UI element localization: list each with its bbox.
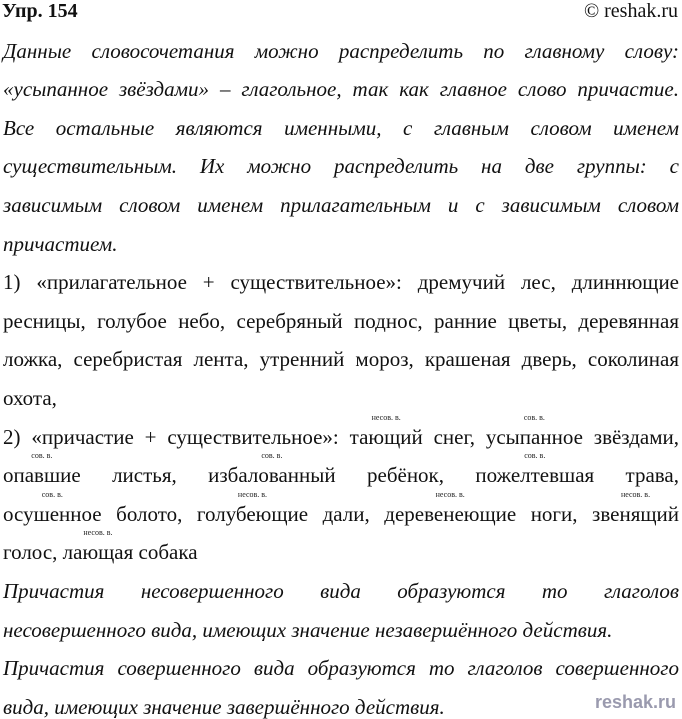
exercise-title: Упр. 154 [2, 0, 78, 22]
annotated-word [208, 451, 336, 488]
text-line [3, 526, 679, 565]
annotated-word [62, 528, 134, 565]
aspect-note: несов. в. [371, 412, 401, 422]
text-line [3, 642, 679, 681]
annotated-word [485, 412, 583, 449]
text-line [3, 449, 679, 488]
text-segment: собака [133, 540, 198, 565]
word: избалованный [208, 463, 336, 488]
text-segment: несовершенного вида, имеющих значение незавершённого действия. [3, 617, 613, 642]
header [2, 0, 678, 24]
text-segment: ребёнок, [335, 463, 476, 488]
aspect-note: сов. в. [261, 451, 283, 461]
text-line [3, 333, 679, 372]
aspect-note: сов. в. [524, 451, 546, 461]
text-line [3, 217, 679, 256]
text-segment: зависимым словом именем прилагательным и с зависимым словом [3, 192, 679, 217]
word: голубеющие [196, 501, 309, 526]
text-line [3, 410, 679, 449]
text-segment: ноги, [516, 501, 593, 526]
word: звенящий [592, 501, 679, 526]
text-segment: Все остальные являются именными, с главным словом именем [3, 115, 679, 140]
text-segment: причастием. [3, 231, 118, 256]
annotated-word [475, 451, 595, 488]
text-segment: снег, [422, 424, 486, 449]
word: пожелтевшая [475, 463, 595, 488]
text-segment: ложка, серебристая лента, утренний мороз, крашеная дверь, соколиная [3, 347, 679, 372]
aspect-note: несов. в. [435, 489, 465, 499]
text-segment: 1) «прилагательное + существительное»: дремучий лес, длиннющие [3, 270, 679, 295]
annotated-word [349, 412, 423, 449]
aspect-note: несов. в. [620, 489, 651, 499]
text-line [3, 603, 679, 642]
text-segment: существительным. Их можно распределить на две группы: с [3, 154, 679, 179]
text-line [3, 371, 679, 410]
site-credit: © reshak.ru [583, 0, 678, 22]
text-segment: 2) «причастие + существительное»: [3, 424, 350, 449]
aspect-note: сов. в. [31, 451, 53, 461]
text-segment: Причастия несовершенного вида образуются то глаголов [3, 578, 679, 603]
text-line [3, 63, 679, 102]
text-line [3, 178, 679, 217]
text-segment: трава, [594, 463, 680, 488]
word: лающая [62, 540, 134, 565]
text-segment: дали, [308, 501, 385, 526]
word: опавшие [3, 463, 81, 488]
annotated-word [196, 489, 309, 526]
annotated-word [592, 489, 679, 526]
annotated-word [3, 489, 102, 526]
text-line [3, 294, 679, 333]
text-line [3, 24, 679, 63]
text-segment: охота, [3, 385, 57, 410]
text-segment: вида, имеющих значение завершённого действия. [3, 694, 445, 719]
text-line [3, 101, 679, 140]
annotated-word [384, 489, 517, 526]
text-segment: звёздами, [582, 424, 680, 449]
text-line [3, 256, 679, 295]
text-line [3, 680, 679, 719]
aspect-note: сов. в. [41, 489, 63, 499]
aspect-note: несов. в. [237, 489, 268, 499]
text-segment: Данные словосочетания можно распределить по главному слову: [3, 38, 679, 63]
word: деревенеющие [384, 501, 517, 526]
word: усыпанное [485, 424, 583, 449]
aspect-note: сов. в. [523, 412, 545, 422]
watermark: reshak.ru [594, 692, 676, 712]
word: тающий [349, 424, 423, 449]
text-segment: «усыпанное звёздами» – глагольное, так как главное слово причастие. [3, 77, 679, 102]
text-segment: болото, [101, 501, 197, 526]
aspect-note: несов. в. [83, 528, 113, 538]
document-body [3, 24, 679, 719]
text-line [3, 487, 679, 526]
text-line [3, 140, 679, 179]
text-segment: Причастия совершенного вида образуются то глаголов совершенного [3, 656, 679, 681]
text-segment: ресницы, голубое небо, серебряный поднос, ранние цветы, деревянная [3, 308, 679, 333]
word: осушенное [3, 501, 102, 526]
text-segment: листья, [80, 463, 209, 488]
text-line [3, 564, 679, 603]
text-segment: голос, [3, 540, 63, 565]
annotated-word [3, 451, 81, 488]
